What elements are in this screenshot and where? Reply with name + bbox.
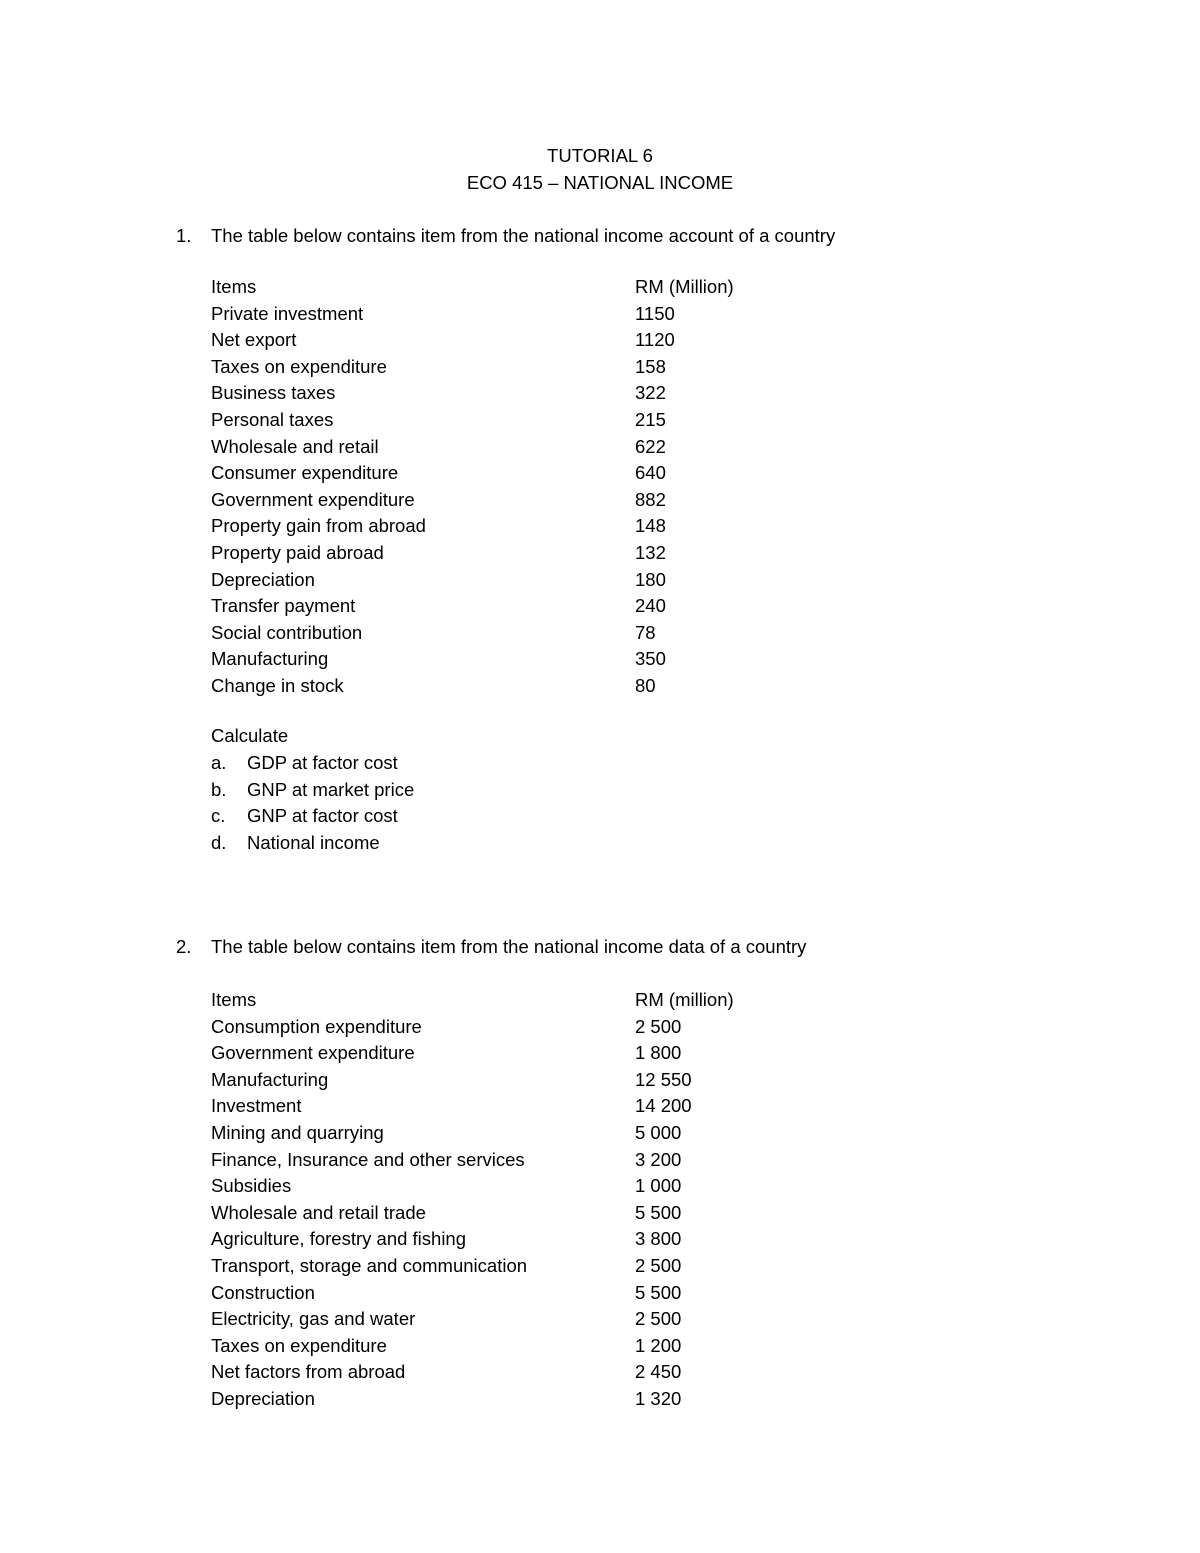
question-1-heading bbox=[176, 223, 835, 249]
row-value: 5 500 bbox=[635, 1201, 682, 1223]
row-item: Mining and quarrying bbox=[211, 1121, 384, 1143]
row-item: Taxes on expenditure bbox=[211, 355, 387, 377]
table-row bbox=[211, 1226, 811, 1253]
table-row bbox=[211, 1014, 811, 1041]
table-row bbox=[211, 646, 811, 673]
list-letter: c. bbox=[211, 805, 226, 827]
table-row bbox=[211, 1306, 811, 1333]
row-value: 2 450 bbox=[635, 1361, 682, 1383]
row-value: 148 bbox=[635, 515, 666, 537]
row-value: 1 800 bbox=[635, 1042, 682, 1064]
row-value: 3 800 bbox=[635, 1228, 682, 1250]
column-header-items: Items bbox=[211, 276, 257, 297]
table-row bbox=[211, 487, 811, 514]
row-value: 78 bbox=[635, 621, 656, 643]
table-row bbox=[211, 407, 811, 434]
table-row bbox=[211, 673, 811, 700]
row-value: 1 000 bbox=[635, 1175, 682, 1197]
table-row bbox=[211, 1173, 811, 1200]
table-row bbox=[211, 540, 811, 567]
table-row bbox=[211, 620, 811, 647]
row-value: 882 bbox=[635, 488, 666, 510]
column-header-value: RM (Million) bbox=[635, 276, 734, 297]
list-item bbox=[211, 777, 414, 804]
row-value: 2 500 bbox=[635, 1254, 682, 1276]
row-item: Property paid abroad bbox=[211, 541, 384, 563]
row-value: 158 bbox=[635, 355, 666, 377]
question-text: The table below contains item from the national income data of a country bbox=[211, 936, 807, 957]
question-number: 2. bbox=[176, 936, 192, 957]
table-row bbox=[211, 1359, 811, 1386]
row-value: 215 bbox=[635, 408, 666, 430]
list-letter: a. bbox=[211, 752, 227, 773]
row-item: Depreciation bbox=[211, 568, 315, 590]
row-item: Change in stock bbox=[211, 674, 344, 696]
table-row bbox=[211, 380, 811, 407]
table-row bbox=[211, 1253, 811, 1280]
table-row bbox=[211, 434, 811, 461]
question-text: The table below contains item from the national income account of a country bbox=[211, 225, 836, 246]
table-row bbox=[211, 1040, 811, 1067]
row-value: 14 200 bbox=[635, 1095, 692, 1117]
row-value: 640 bbox=[635, 462, 666, 484]
list-item bbox=[211, 830, 414, 857]
table-row bbox=[211, 513, 811, 540]
row-value: 2 500 bbox=[635, 1015, 682, 1037]
table-header-row bbox=[211, 987, 811, 1014]
list-text: National income bbox=[247, 831, 380, 853]
row-item: Finance, Insurance and other services bbox=[211, 1148, 525, 1170]
row-value: 180 bbox=[635, 568, 666, 590]
table-row bbox=[211, 460, 811, 487]
row-item: Consumption expenditure bbox=[211, 1015, 422, 1037]
row-item: Net factors from abroad bbox=[211, 1361, 406, 1383]
row-item: Agriculture, forestry and fishing bbox=[211, 1228, 467, 1250]
list-text: GNP at market price bbox=[247, 778, 415, 800]
table-row bbox=[211, 567, 811, 594]
row-item: Personal taxes bbox=[211, 408, 334, 430]
question-1-table bbox=[211, 274, 811, 700]
row-item: Electricity, gas and water bbox=[211, 1308, 416, 1330]
row-value: 1150 bbox=[635, 302, 675, 324]
row-item: Investment bbox=[211, 1095, 302, 1117]
row-value: 132 bbox=[635, 541, 666, 563]
row-item: Taxes on expenditure bbox=[211, 1334, 387, 1356]
table-row bbox=[211, 354, 811, 381]
row-item: Wholesale and retail bbox=[211, 435, 379, 457]
row-value: 12 550 bbox=[635, 1068, 692, 1090]
row-item: Social contribution bbox=[211, 621, 363, 643]
row-item: Net export bbox=[211, 329, 297, 351]
row-value: 1 320 bbox=[635, 1387, 682, 1409]
table-row bbox=[211, 1333, 811, 1360]
list-item bbox=[211, 803, 414, 830]
row-value: 3 200 bbox=[635, 1148, 682, 1170]
table-row bbox=[211, 1147, 811, 1174]
row-item: Construction bbox=[211, 1281, 315, 1303]
row-value: 2 500 bbox=[635, 1308, 682, 1330]
row-value: 622 bbox=[635, 435, 666, 457]
row-item: Manufacturing bbox=[211, 1068, 329, 1090]
row-item: Government expenditure bbox=[211, 488, 415, 510]
question-number: 1. bbox=[176, 225, 192, 246]
table-row bbox=[211, 1120, 811, 1147]
list-letter: d. bbox=[211, 831, 227, 853]
table-row bbox=[211, 1200, 811, 1227]
table-row bbox=[211, 301, 811, 328]
page-subtitle: ECO 415 – NATIONAL INCOME bbox=[466, 172, 734, 193]
row-item: Transport, storage and communication bbox=[211, 1254, 528, 1276]
list-text: GNP at factor cost bbox=[247, 805, 398, 827]
list-letter: b. bbox=[211, 778, 227, 800]
column-header-items: Items bbox=[211, 989, 257, 1010]
row-item: Depreciation bbox=[211, 1387, 315, 1409]
row-value: 5 500 bbox=[635, 1281, 682, 1303]
table-row bbox=[211, 1280, 811, 1307]
row-item: Wholesale and retail trade bbox=[211, 1201, 426, 1223]
row-value: 1 200 bbox=[635, 1334, 682, 1356]
table-row bbox=[211, 1067, 811, 1094]
row-item: Subsidies bbox=[211, 1175, 292, 1197]
row-value: 350 bbox=[635, 648, 666, 670]
row-value: 322 bbox=[635, 382, 666, 404]
row-item: Government expenditure bbox=[211, 1042, 415, 1064]
row-item: Business taxes bbox=[211, 382, 336, 404]
table-row bbox=[211, 1386, 811, 1413]
row-item: Property gain from abroad bbox=[211, 515, 426, 537]
table-row bbox=[211, 593, 811, 620]
row-value: 80 bbox=[635, 674, 656, 696]
list-text: GDP at factor cost bbox=[247, 752, 398, 773]
row-value: 1120 bbox=[635, 329, 675, 351]
list-item bbox=[211, 750, 414, 777]
table-header-row bbox=[211, 274, 811, 301]
page-title: TUTORIAL 6 bbox=[547, 145, 653, 166]
table-row bbox=[211, 327, 811, 354]
column-header-value: RM (million) bbox=[635, 989, 734, 1010]
calculate-label: Calculate bbox=[211, 725, 289, 746]
row-item: Manufacturing bbox=[211, 648, 329, 670]
table-row bbox=[211, 1093, 811, 1120]
row-value: 5 000 bbox=[635, 1121, 682, 1143]
row-value: 240 bbox=[635, 595, 666, 617]
question-2-heading bbox=[176, 934, 806, 960]
question-2-table bbox=[211, 987, 811, 1413]
calculate-task-list bbox=[211, 750, 414, 856]
row-item: Private investment bbox=[211, 302, 364, 324]
row-item: Consumer expenditure bbox=[211, 462, 399, 484]
row-item: Transfer payment bbox=[211, 595, 356, 617]
